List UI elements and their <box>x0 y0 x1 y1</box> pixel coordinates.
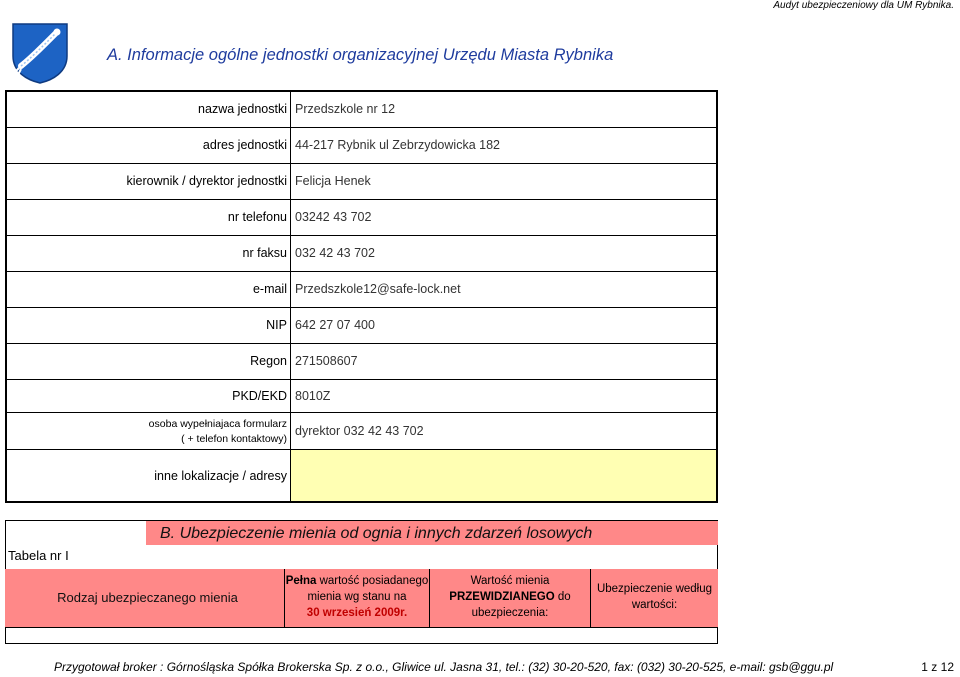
row-pkd <box>7 380 716 413</box>
value-nip: 642 27 07 400 <box>295 318 375 332</box>
rybnik-crest-logo <box>11 22 69 84</box>
label-phone: nr telefonu <box>227 210 287 224</box>
value-pkd: 8010Z <box>295 389 331 403</box>
col4-line2: wartości: <box>631 599 678 611</box>
value-address: 44-217 Rybnik ul Zebrzydowicka 182 <box>295 138 500 152</box>
header-bottom-line <box>5 627 718 628</box>
value-cell[interactable] <box>290 236 716 271</box>
label-regon: Regon <box>250 354 287 368</box>
label-address: adres jednostki <box>202 138 287 152</box>
row-regon <box>7 344 716 380</box>
row-address <box>7 128 716 164</box>
row-other-locations <box>7 450 716 501</box>
value-email: Przedszkole12@safe-lock.net <box>295 282 461 296</box>
col-header-property-type: Rodzaj ubezpieczanego mienia <box>57 590 238 605</box>
label-fax: nr faksu <box>242 246 287 260</box>
header-note: Audyt ubezpieczeniowy dla UM Rybnika. <box>773 0 954 11</box>
col3-bold: PRZEWIDZIANEGO <box>449 591 555 603</box>
row-nip <box>7 308 716 344</box>
value-cell[interactable] <box>290 344 716 379</box>
value-unit-name: Przedszkole nr 12 <box>295 102 396 116</box>
value-cell[interactable] <box>290 308 716 343</box>
row-contact-person <box>7 413 716 450</box>
other-locations-input[interactable] <box>290 450 716 501</box>
label-nip: NIP <box>266 318 287 332</box>
page-number: 1 z 12 <box>921 660 954 674</box>
col2-text: wartość posiadanego <box>316 575 429 587</box>
col2-bold: Pełna <box>285 575 317 587</box>
value-cell[interactable] <box>290 200 716 235</box>
col-header-full-value <box>285 573 429 621</box>
section-b-title: B. Ubezpieczenie mienia od ognia i innych zdarzeń losowych <box>160 525 593 542</box>
col-header-insured-value <box>430 573 590 621</box>
col3-line1: Wartość mienia <box>470 575 550 587</box>
row-director <box>7 164 716 200</box>
page-title: A. Informacje ogólne jednostki organizacyjnej Urzędu Miasta Rybnika <box>107 46 614 64</box>
value-cell[interactable] <box>290 164 716 199</box>
value-cell[interactable] <box>290 380 716 412</box>
value-cell[interactable] <box>290 128 716 163</box>
value-director: Felicja Henek <box>295 174 371 188</box>
col3-line3: ubezpieczenia: <box>471 607 549 619</box>
col4-line1: Ubezpieczenie według <box>596 583 713 595</box>
label-email: e-mail <box>252 282 287 296</box>
value-phone: 03242 43 702 <box>295 210 372 224</box>
label-director: kierownik / dyrektor jednostki <box>126 174 287 188</box>
col-header-insurance-basis <box>591 581 718 613</box>
value-contact-person: dyrektor 032 42 43 702 <box>295 424 424 438</box>
row-unit-name <box>7 92 716 128</box>
value-cell[interactable] <box>290 272 716 307</box>
general-info-table <box>5 90 718 503</box>
col2-date: 30 wrzesień 2009r. <box>306 607 408 619</box>
table-label: Tabela nr I <box>8 548 69 563</box>
label-pkd: PKD/EKD <box>232 389 287 403</box>
row-email <box>7 272 716 308</box>
col2-line2: mienia wg stanu na <box>307 591 407 603</box>
label-other-locations: inne lokalizacje / adresy <box>154 469 287 483</box>
footer-broker-info: Przygotował broker : Górnośląska Spółka Brokerska Sp. z o.o., Gliwice ul. Jasna 31, tel.: (32) 30-20-520, fax: (032) 30-20-525, e-mail: gsb@ggu.pl <box>54 660 834 674</box>
value-fax: 032 42 43 702 <box>295 246 375 260</box>
label-contact-person-line1: osoba wypełniajaca formularz <box>148 418 287 430</box>
value-regon: 271508607 <box>295 354 358 368</box>
value-cell[interactable] <box>290 92 716 127</box>
col3-text: do <box>554 591 571 603</box>
row-fax <box>7 236 716 272</box>
label-contact-person <box>7 417 287 447</box>
value-cell[interactable] <box>290 413 716 449</box>
label-contact-person-line2: ( + telefon kontaktowy) <box>181 433 287 445</box>
label-unit-name: nazwa jednostki <box>198 102 287 116</box>
row-phone <box>7 200 716 236</box>
